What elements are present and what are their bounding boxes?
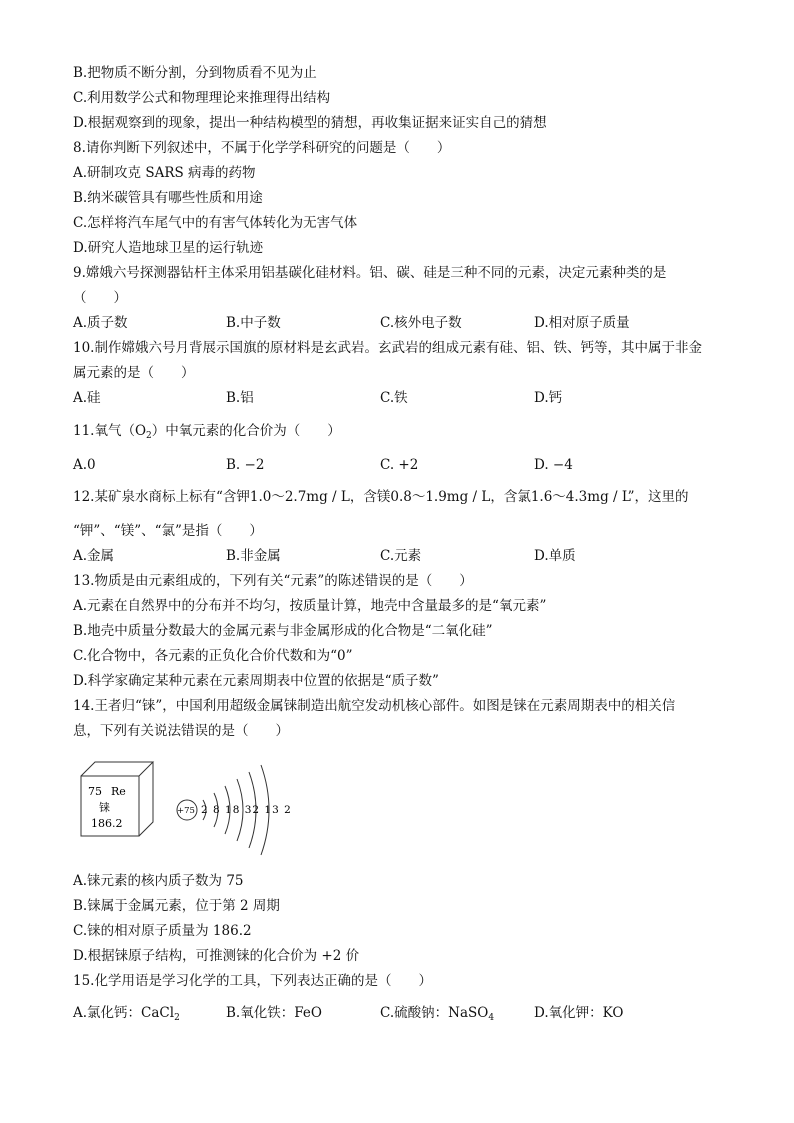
q11-option-a: A.0 — [73, 457, 96, 473]
q14-option-a: A.铼元素的核内质子数为 75 — [73, 873, 244, 889]
q8-option-b: B.纳米碳管具有哪些性质和用途 — [73, 190, 263, 206]
q10-option-c: C.铁 — [380, 390, 408, 406]
atomic-mass: 186.2 — [91, 817, 123, 830]
q13-option-b: B.地壳中质量分数最大的金属元素与非金属形成的化合物是“二氧化硅” — [73, 623, 493, 639]
q10-option-a: A.硅 — [73, 390, 101, 406]
q7-option-b: B.把物质不断分割，分到物质看不见为止 — [73, 65, 317, 81]
q10-option-d: D.钙 — [534, 390, 563, 406]
q8-option-d: D.研究人造地球卫星的运行轨迹 — [73, 240, 264, 256]
q11-option-d: D. −4 — [534, 457, 573, 473]
q10-stem-cont: 属元素的是（ ） — [73, 365, 195, 381]
q14-option-d: D.根据铼原子结构，可推测铼的化合价为 +2 价 — [73, 948, 360, 964]
q11-stem: 11.氧气$(O_2)$中氧元素的化合价为（ ） — [73, 423, 341, 441]
q11-option-b: B. −2 — [226, 457, 265, 473]
q12-stem: 12.某矿泉水商标上标有“含钾1.0～2.7mg / L，含镁0.8～1.9mg / L，含氯1.6～4.3mg / L”，这里的 — [73, 489, 689, 505]
q9-option-a: A.质子数 — [73, 315, 128, 331]
q8-option-c: C.怎样将汽车尾气中的有害气体转化为无害气体 — [73, 215, 358, 231]
q9-stem-cont: （ ） — [73, 290, 127, 306]
element-symbol: Re — [111, 785, 126, 798]
q14-stem: 14.王者归“铼”，中国利用超级金属铼制造出航空发动机核心部件。如图是铼在元素周期表中的相关信 — [73, 698, 676, 714]
q9-option-b: B.中子数 — [226, 315, 281, 331]
q12-option-a: A.金属 — [73, 548, 115, 564]
q10-stem: 10.制作嫦娥六号月背展示国旗的原材料是玄武岩。玄武岩的组成元素有硅、铝、铁、钙等，其中属于非金 — [73, 340, 702, 356]
q14-option-b: B.铼属于金属元素，位于第 2 周期 — [73, 898, 280, 914]
element-name: 铼 — [99, 801, 110, 814]
shell-electrons: 2 8 18 32 13 2 — [201, 804, 292, 816]
q13-option-d: D.科学家确定某种元素在元素周期表中位置的依据是“质子数” — [73, 673, 439, 689]
q15-option-b: B.氧化铁：FeO — [226, 1005, 322, 1021]
q13-option-c: C.化合物中，各元素的正负化合价代数和为“0” — [73, 648, 353, 664]
rhenium-figure-svg — [73, 748, 293, 858]
q15-option-a: A.氯化钙：CaCl$_2$ — [73, 1005, 180, 1023]
q12-stem-cont: “钾”、“镁”、“氯”是指（ ） — [73, 523, 263, 539]
q15-option-d: D.氧化钾：KO — [534, 1005, 624, 1021]
q12-option-b: B.非金属 — [226, 548, 281, 564]
q11-option-c: C. +2 — [380, 457, 419, 473]
q8-option-a: A.研制攻克 SARS 病毒的药物 — [73, 165, 256, 181]
nucleus-charge: +75 — [177, 806, 195, 816]
q8-stem: 8.请你判断下列叙述中，不属于化学学科研究的问题是（ ） — [73, 140, 451, 156]
q7-option-d: D.根据观察到的现象，提出一种结构模型的猜想，再收集证据来证实自己的猜想 — [73, 115, 547, 131]
q9-option-c: C.核外电子数 — [380, 315, 462, 331]
q14-option-c: C.铼的相对原子质量为 186.2 — [73, 923, 252, 939]
q12-option-d: D.单质 — [534, 548, 576, 564]
rhenium-figure — [73, 748, 293, 858]
q15-option-c: C.硫酸钠：NaSO$_4$ — [380, 1005, 495, 1023]
q7-option-c: C.利用数学公式和物理理论来推理得出结构 — [73, 90, 331, 106]
atomic-number: 75 — [88, 785, 102, 798]
q14-stem-cont: 息，下列有关说法错误的是（ ） — [73, 723, 289, 739]
q10-option-b: B.铝 — [226, 390, 254, 406]
q13-stem: 13.物质是由元素组成的，下列有关“元素”的陈述错误的是（ ） — [73, 573, 473, 589]
q15-stem: 15.化学用语是学习化学的工具，下列表达正确的是（ ） — [73, 973, 432, 989]
q13-option-a: A.元素在自然界中的分布并不均匀，按质量计算，地壳中含量最多的是“氧元素” — [73, 598, 547, 614]
q12-option-c: C.元素 — [380, 548, 422, 564]
q9-stem: 9.嫦娥六号探测器钻杆主体采用铝基碳化硅材料。铝、碳、硅是三种不同的元素，决定元素种类的是 — [73, 265, 667, 281]
q9-option-d: D.相对原子质量 — [534, 315, 630, 331]
